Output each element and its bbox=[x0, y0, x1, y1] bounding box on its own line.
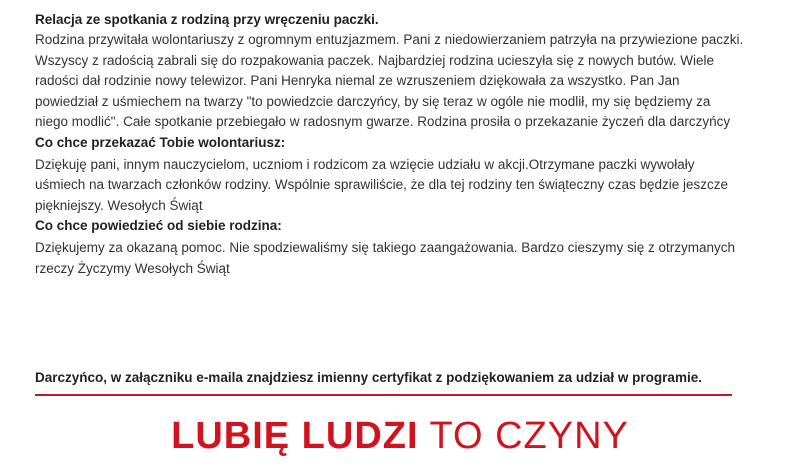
brand-logo-light: TO CZYNY bbox=[429, 415, 629, 457]
family-heading: Co chce powiedzieć od siebie rodzina: bbox=[35, 218, 282, 233]
message-content bbox=[35, 10, 745, 279]
red-divider bbox=[35, 394, 732, 396]
certificate-note: Darczyńco, w załączniku e-maila znajdziesz imienny certyfikat z podziękowaniem za udział w programie. bbox=[35, 370, 702, 385]
volunteer-heading: Co chce przekazać Tobie wolontariusz: bbox=[35, 134, 286, 150]
family-body: Dziękujemy za okazaną pomoc. Nie spodziewaliśmy się takiego zaangażowania. Bardzo cieszymy się z otrzymanych rzeczy Życzymy Wesołych Świąt bbox=[35, 240, 736, 276]
report-body: Rodzina przywitała wolontariuszy z ogromnym entuzjazmem. Pani z niedowierzaniem patrzyła na przywiezione paczki. Wszyscy z radością zabrali się do rozpakowania paczek. Najbardziej rodzina ucieszyła się z nowych butów. Wiele radości dał rodzinie nowy telewizor. Pani Henryka niemal ze wzruszeniem dziękowała za wszystko. Pan Jan powiedział z uśmiechem na twarzy "to powiedzcie darczyńcy, by się teraz w ogóle nie modlił, my się będziemy za niego modlić". Całe spotkanie przebiegało w radosnym gwarze. Rodzina prosiła o przekazanie życzeń dla darczyńcy bbox=[35, 32, 744, 129]
report-heading: Relacja ze spotkania z rodziną przy wręczeniu paczki. bbox=[35, 12, 379, 27]
brand-logo bbox=[0, 413, 800, 459]
volunteer-body: Dziękuję pani, innym nauczycielom, uczniom i rodzicom za wzięcie udziału w akcji.Otrzymane paczki wywołały uśmiech na twarzach członków rodziny. Wspólnie sprawiliście, że dla tej rodziny ten świąteczny czas będzie jeszcze piękniejszy. Wesołych Świąt bbox=[35, 156, 729, 213]
brand-logo-strong: LUBIĘ LUDZI bbox=[171, 415, 419, 457]
